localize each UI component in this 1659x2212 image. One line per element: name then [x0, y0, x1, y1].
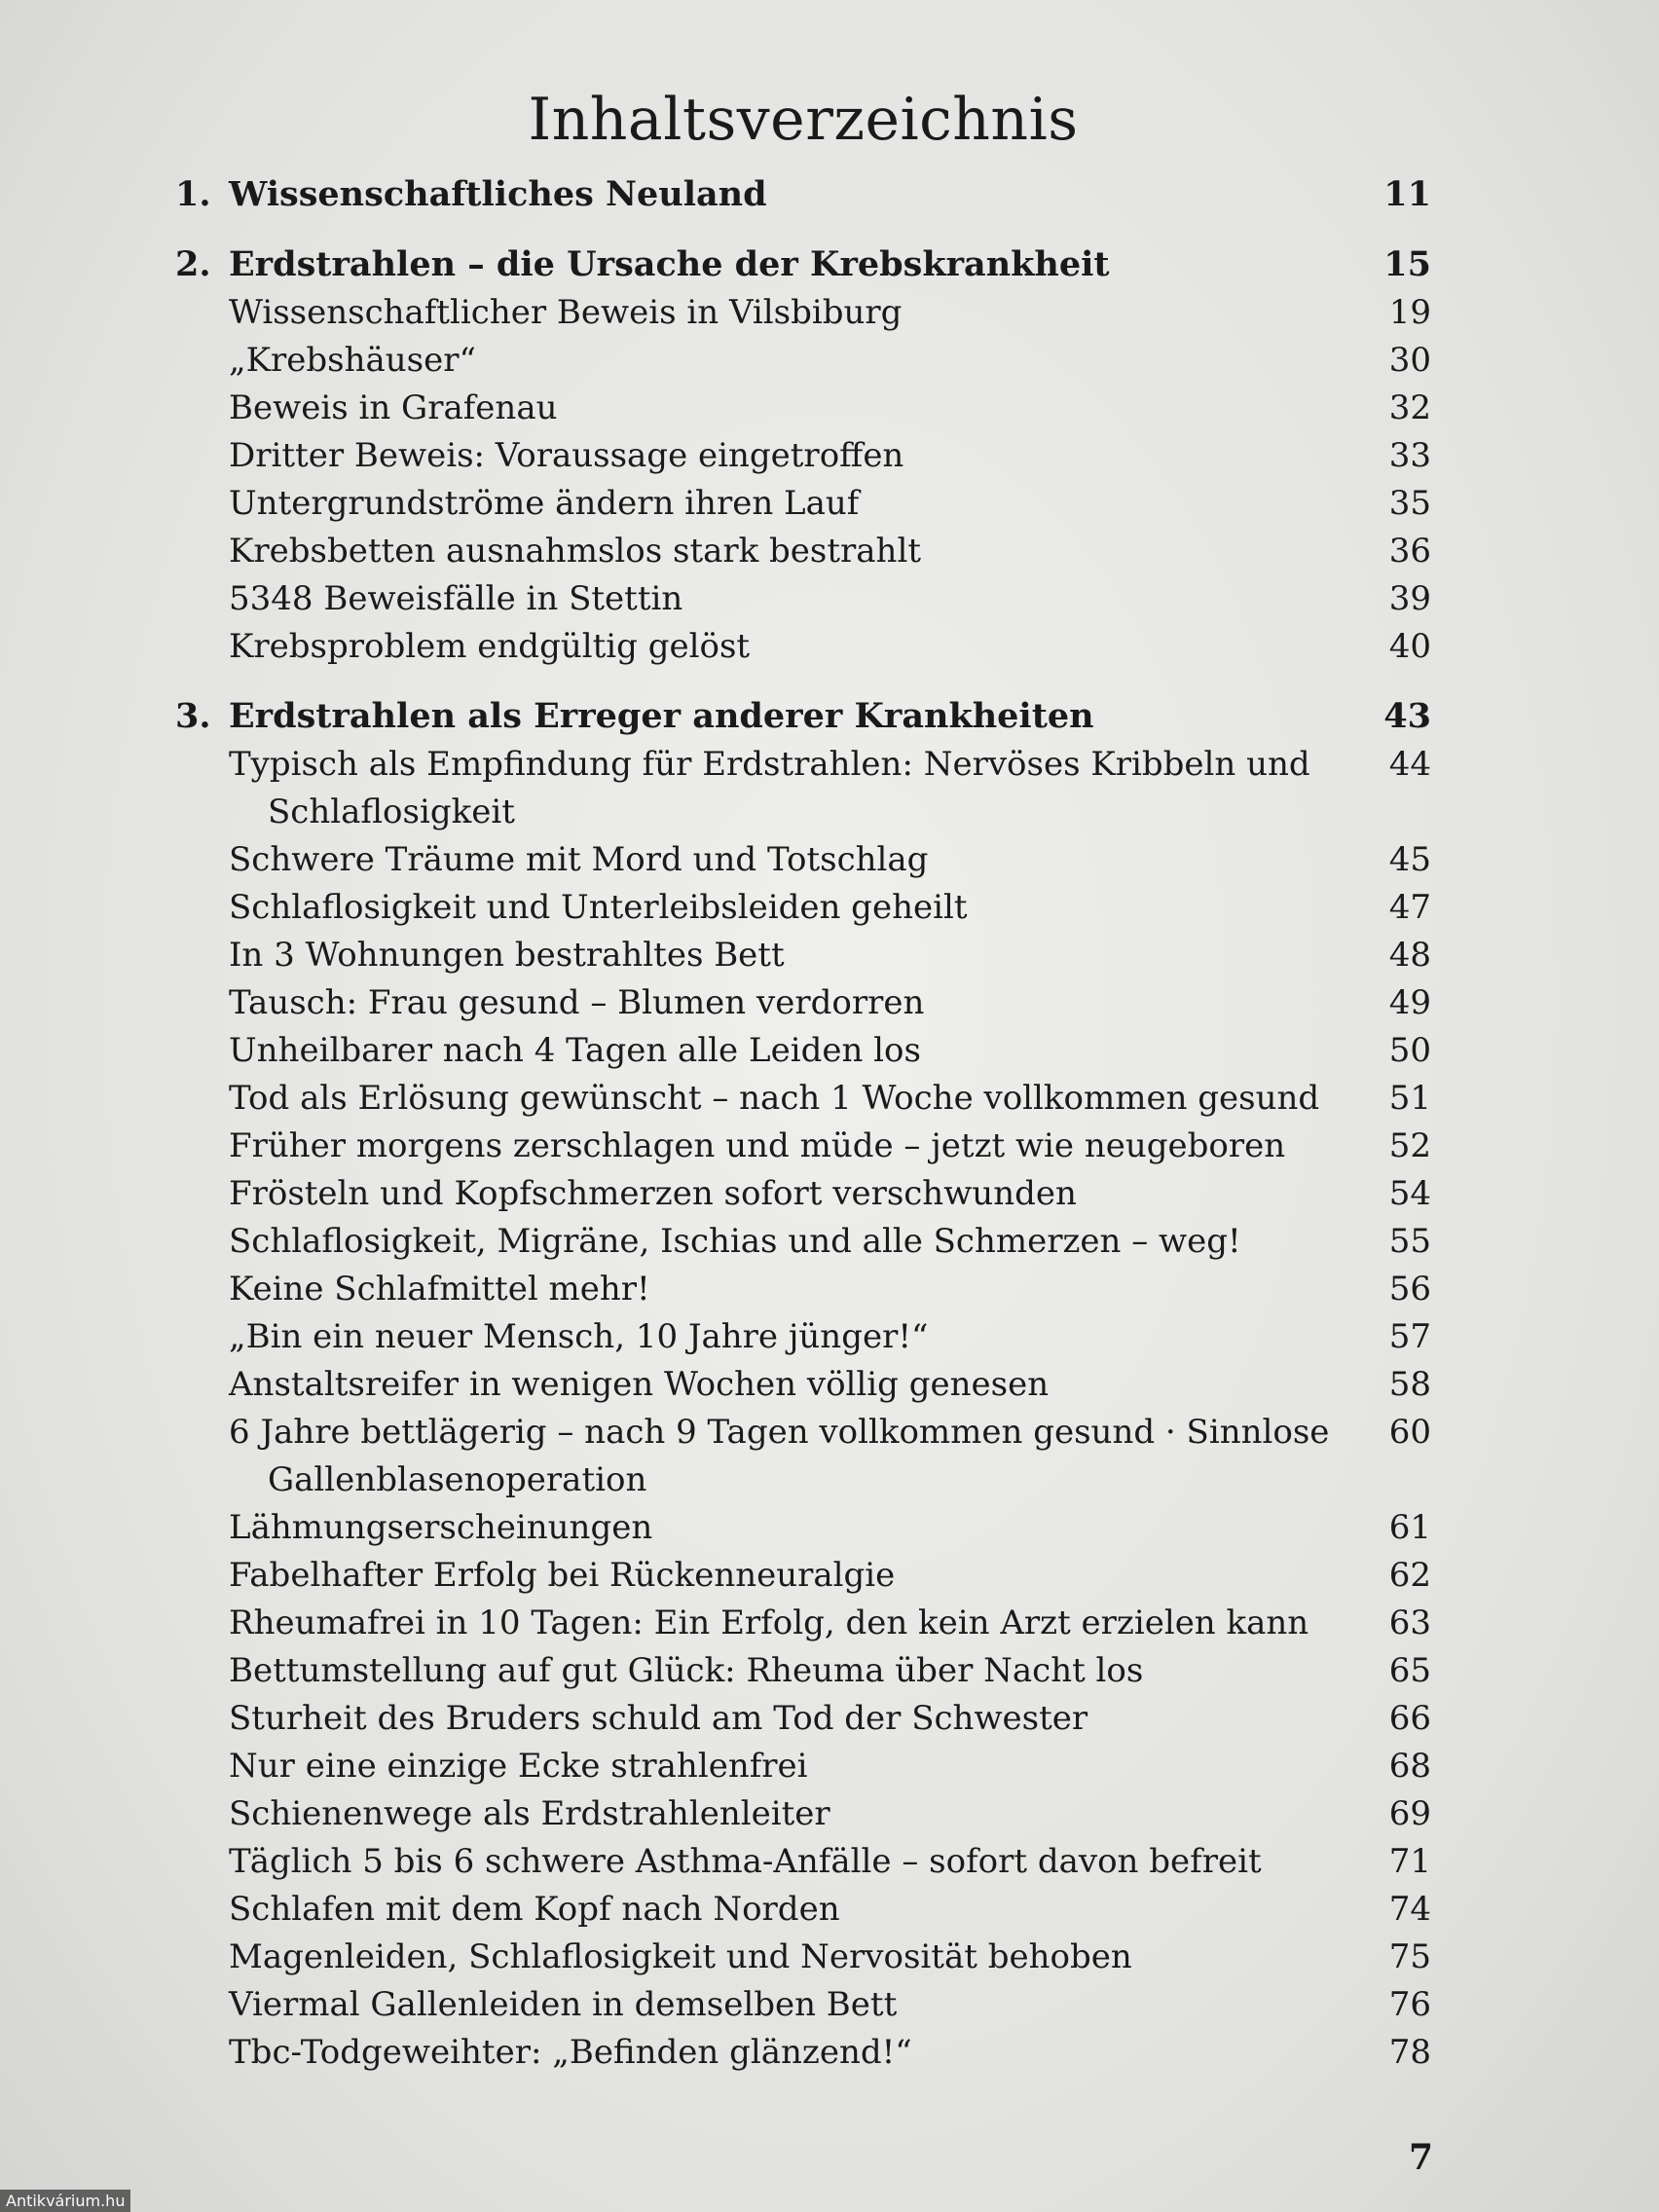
toc-entry-text: Beweis in Grafenau — [229, 388, 558, 427]
toc-entry — [175, 623, 1431, 671]
toc-entry-text: Krebsproblem endgültig gelöst — [229, 627, 751, 666]
toc-entry — [175, 741, 1431, 836]
toc-entry-page: 60 — [1388, 1413, 1431, 1452]
section-heading — [175, 692, 1431, 741]
toc-entry — [175, 1600, 1431, 1647]
toc-entry — [175, 1504, 1431, 1552]
toc-entry-page: 35 — [1388, 484, 1431, 523]
toc-entry-label — [175, 1647, 1353, 1695]
toc-entry-label — [175, 1790, 1353, 1838]
toc-entry-label — [175, 1600, 1353, 1647]
toc-entry-label — [175, 1409, 1353, 1504]
toc-entry-text: Wissenschaftlicher Beweis in Vilsbiburg — [229, 293, 903, 332]
toc-entry-page: 39 — [1388, 579, 1431, 618]
toc-entry-text: 5348 Beweisfälle in Stettin — [229, 579, 683, 618]
toc-entry-label — [175, 2029, 1353, 2077]
toc-entry — [175, 1790, 1431, 1838]
toc-entry-page: 48 — [1388, 936, 1431, 975]
toc-entry-text: Tausch: Frau gesund – Blumen verdorren — [229, 983, 925, 1022]
toc-entry-text: Bettumstellung auf gut Glück: Rheuma über Nacht los — [229, 1651, 1144, 1690]
toc-entry — [175, 337, 1431, 385]
toc-entry — [175, 932, 1431, 979]
toc-entry-text: Unheilbarer nach 4 Tagen alle Leiden los — [229, 1031, 921, 1070]
toc-entry-text: Lähmungserscheinungen — [229, 1508, 653, 1547]
toc-entry-page: 30 — [1388, 341, 1431, 380]
toc-entry-page: 47 — [1388, 888, 1431, 927]
watermark: Antikvárium.hu — [0, 2190, 130, 2212]
toc-entry — [175, 1123, 1431, 1170]
toc-entry-label — [175, 1218, 1353, 1266]
toc-entry-page: 65 — [1388, 1651, 1431, 1690]
toc-entry-text: Viermal Gallenleiden in demselben Bett — [229, 1985, 898, 2024]
toc-entry — [175, 432, 1431, 480]
toc-entry — [175, 1934, 1431, 1981]
section-heading — [175, 240, 1431, 289]
section-gap — [175, 671, 1431, 692]
section-number: 1. — [175, 174, 211, 214]
toc-entry-page: 32 — [1388, 388, 1431, 427]
table-of-contents — [175, 170, 1431, 2077]
toc-entry-label — [175, 1838, 1353, 1886]
toc-entry-continuation: Schlaflosigkeit — [268, 793, 515, 831]
toc-entry-page: 74 — [1388, 1890, 1431, 1929]
toc-entry-label — [175, 1743, 1353, 1790]
toc-entry-label — [175, 741, 1353, 836]
toc-entry-text: Anstaltsreifer in wenigen Wochen völlig genesen — [229, 1365, 1050, 1404]
section-page: 43 — [1383, 696, 1431, 736]
toc-entry — [175, 1647, 1431, 1695]
section-gap — [175, 219, 1431, 240]
toc-entry-text: „Bin ein neuer Mensch, 10 Jahre jünger!“ — [229, 1317, 929, 1356]
section-page: 11 — [1383, 174, 1431, 214]
toc-entry-label — [175, 1886, 1353, 1934]
toc-entry-text: Tbc-Todgeweihter: „Befinden glänzend!“ — [229, 2033, 912, 2072]
toc-entry-text: Schienenwege als Erdstrahlenleiter — [229, 1794, 830, 1833]
toc-entry-text: „Krebshäuser“ — [229, 341, 476, 380]
toc-entry-label — [175, 623, 1353, 671]
toc-entry-page: 78 — [1388, 2033, 1431, 2072]
toc-entry-page: 61 — [1388, 1508, 1431, 1547]
toc-entry-page: 76 — [1388, 1985, 1431, 2024]
toc-entry — [175, 1361, 1431, 1409]
section-title: Wissenschaftliches Neuland — [229, 174, 767, 214]
toc-entry-page: 50 — [1388, 1031, 1431, 1070]
toc-entry-page: 40 — [1388, 627, 1431, 666]
toc-entry-label — [175, 1981, 1353, 2029]
toc-entry-page: 69 — [1388, 1794, 1431, 1833]
toc-entry-text: Typisch als Empfindung für Erdstrahlen: Nervöses Kribbeln und — [229, 745, 1310, 784]
toc-entry-text: Krebsbetten ausnahmslos stark bestrahlt — [229, 532, 921, 571]
toc-entry-label — [175, 884, 1353, 932]
toc-entry-label — [175, 1170, 1353, 1218]
toc-entry-label — [175, 979, 1353, 1027]
toc-entry-text: Sturheit des Bruders schuld am Tod der Schwester — [229, 1699, 1088, 1738]
toc-entry-text: Dritter Beweis: Voraussage eingetroffen — [229, 436, 904, 475]
toc-entry-page: 56 — [1388, 1270, 1431, 1309]
toc-entry-text: In 3 Wohnungen bestrahltes Bett — [229, 936, 785, 975]
toc-entry-label — [175, 337, 1353, 385]
toc-entry-text: Rheumafrei in 10 Tagen: Ein Erfolg, den kein Arzt erzielen kann — [229, 1604, 1309, 1642]
toc-entry — [175, 1886, 1431, 1934]
section-heading — [175, 170, 1431, 219]
toc-entry-page: 57 — [1388, 1317, 1431, 1356]
toc-entry-text: Fabelhafter Erfolg bei Rückenneuralgie — [229, 1556, 896, 1595]
toc-entry — [175, 480, 1431, 528]
toc-entry — [175, 1075, 1431, 1123]
toc-entry-page: 54 — [1388, 1174, 1431, 1213]
toc-entry-label — [175, 385, 1353, 432]
page-number: 7 — [1408, 2137, 1433, 2178]
toc-entry — [175, 385, 1431, 432]
toc-entry-label — [175, 1075, 1353, 1123]
toc-entry-label — [175, 1695, 1353, 1743]
toc-entry — [175, 1838, 1431, 1886]
toc-entry — [175, 289, 1431, 337]
section-number: 3. — [175, 696, 211, 736]
toc-entry-page: 68 — [1388, 1747, 1431, 1786]
toc-entry-label — [175, 932, 1353, 979]
toc-entry — [175, 2029, 1431, 2077]
toc-entry-page: 45 — [1388, 840, 1431, 879]
toc-entry-text: Schlaflosigkeit, Migräne, Ischias und alle Schmerzen – weg! — [229, 1222, 1241, 1261]
toc-entry-text: Schlafen mit dem Kopf nach Norden — [229, 1890, 840, 1929]
page-title: Inhaltsverzeichnis — [528, 86, 1079, 155]
toc-entry-page: 62 — [1388, 1556, 1431, 1595]
toc-entry-text: 6 Jahre bettlägerig – nach 9 Tagen vollkommen gesund · Sinnlose — [229, 1413, 1330, 1452]
toc-entry — [175, 1218, 1431, 1266]
toc-entry — [175, 1552, 1431, 1600]
toc-entry-text: Schlaflosigkeit und Unterleibsleiden geheilt — [229, 888, 968, 927]
toc-entry-page: 63 — [1388, 1604, 1431, 1642]
toc-entry — [175, 528, 1431, 575]
toc-entry-label — [175, 1934, 1353, 1981]
toc-entry-text: Keine Schlafmittel mehr! — [229, 1270, 650, 1309]
toc-entry-label — [175, 432, 1353, 480]
toc-entry-text: Täglich 5 bis 6 schwere Asthma-Anfälle – sofort davon befreit — [229, 1842, 1262, 1881]
toc-entry — [175, 1409, 1431, 1504]
toc-entry-text: Nur eine einzige Ecke strahlenfrei — [229, 1747, 808, 1786]
toc-entry-label — [175, 1552, 1353, 1600]
toc-entry-label — [175, 1123, 1353, 1170]
toc-entry-text: Früher morgens zerschlagen und müde – jetzt wie neugeboren — [229, 1126, 1286, 1165]
toc-entry-label — [175, 1266, 1353, 1313]
toc-entry-label — [175, 289, 1353, 337]
toc-entry-page: 33 — [1388, 436, 1431, 475]
toc-entry — [175, 575, 1431, 623]
toc-entry-text: Frösteln und Kopfschmerzen sofort verschwunden — [229, 1174, 1077, 1213]
toc-entry-label — [175, 836, 1353, 884]
toc-entry-page: 66 — [1388, 1699, 1431, 1738]
toc-entry-label — [175, 1361, 1353, 1409]
section-page: 15 — [1383, 244, 1431, 284]
toc-entry-page: 36 — [1388, 532, 1431, 571]
toc-entry-page: 52 — [1388, 1126, 1431, 1165]
toc-entry — [175, 884, 1431, 932]
toc-entry-label — [175, 1313, 1353, 1361]
toc-entry-page: 44 — [1388, 745, 1431, 784]
section-number: 2. — [175, 244, 211, 284]
toc-entry — [175, 836, 1431, 884]
toc-entry-continuation: Gallenblasenoperation — [268, 1460, 647, 1499]
toc-entry-label — [175, 575, 1353, 623]
toc-entry-page: 51 — [1388, 1079, 1431, 1118]
toc-entry — [175, 979, 1431, 1027]
toc-entry — [175, 1743, 1431, 1790]
toc-entry — [175, 1695, 1431, 1743]
section-title: Erdstrahlen als Erreger anderer Krankheiten — [229, 696, 1094, 736]
toc-entry-page: 49 — [1388, 983, 1431, 1022]
toc-entry-label — [175, 528, 1353, 575]
toc-entry — [175, 1981, 1431, 2029]
toc-entry-label — [175, 1027, 1353, 1075]
toc-entry-label — [175, 1504, 1353, 1552]
toc-entry-text: Untergrundströme ändern ihren Lauf — [229, 484, 860, 523]
toc-entry-text: Magenleiden, Schlaflosigkeit und Nervosität behoben — [229, 1937, 1132, 1976]
toc-entry-page: 55 — [1388, 1222, 1431, 1261]
toc-entry-text: Schwere Träume mit Mord und Totschlag — [229, 840, 929, 879]
toc-entry — [175, 1313, 1431, 1361]
toc-entry-page: 75 — [1388, 1937, 1431, 1976]
toc-entry-label — [175, 480, 1353, 528]
toc-entry — [175, 1027, 1431, 1075]
toc-entry-page: 71 — [1388, 1842, 1431, 1881]
toc-entry-page: 19 — [1388, 293, 1431, 332]
section-title: Erdstrahlen – die Ursache der Krebskrankheit — [229, 244, 1110, 284]
toc-entry-page: 58 — [1388, 1365, 1431, 1404]
toc-entry-text: Tod als Erlösung gewünscht – nach 1 Woche vollkommen gesund — [229, 1079, 1320, 1118]
toc-entry — [175, 1170, 1431, 1218]
toc-entry — [175, 1266, 1431, 1313]
